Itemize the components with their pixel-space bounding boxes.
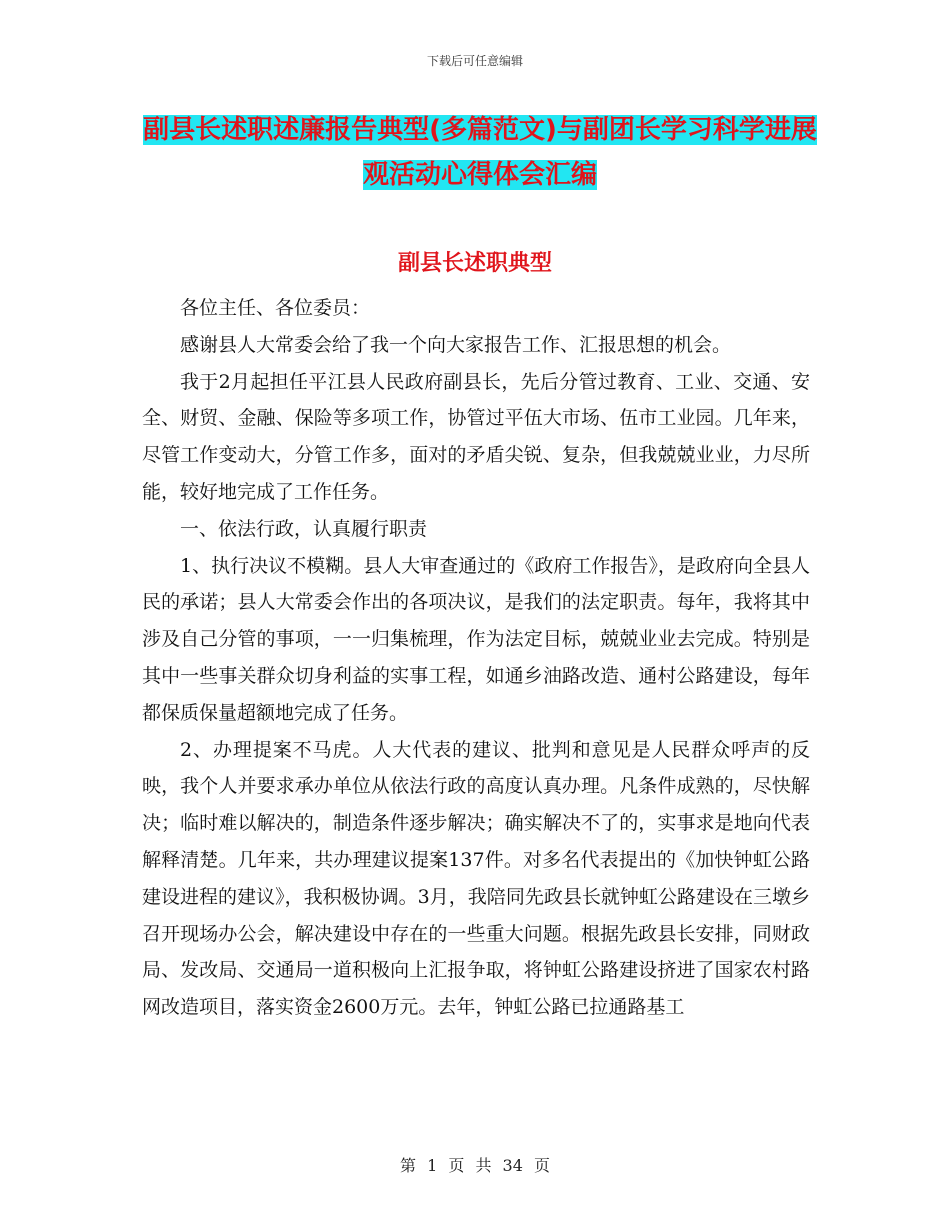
paragraph: 各位主任、各位委员：	[180, 297, 371, 319]
document-title	[140, 108, 820, 198]
paragraph: 一、依法行政，认真履行职责	[180, 517, 428, 540]
header-note: 下载后可任意编辑	[426, 54, 523, 68]
section-title: 副县长述职典型	[397, 251, 552, 276]
page-footer: 第 1 页 共 34 页	[400, 1156, 550, 1175]
paragraph: 2、办理提案不马虎。人大代表的建议、批判和意见是人民群众呼声的反映，我个人并要求承办单位从依法行政的高度认真办理。凡条件成熟的，尽快解决；临时难以解决的，制造条件逐步解决；确实解决不了的，实事求是地向代表解释清楚。几年来，共办理建议提案137件。对多名代表提出的《加快钟虹公路建设进程的建议》，我积极协调。3月，我陪同先政县长就钟虹公路建设在三墩乡召开现场办公会，解决建设中存在的一些重大问题。根据先政县长安排，同财政局、发改局、交通局一道积极向上汇报争取，将钟虹公路建设挤进了国家农村路网改造项目，落实资金2600万元。去年，钟虹公路已拉通路基工	[142, 738, 810, 1019]
document-title-text: 副县长述职述廉报告典型(多篇范文)与副团长学习科学进展观活动心得体会汇编	[143, 115, 817, 190]
paragraph: 我于2月起担任平江县人民政府副县长，先后分管过教育、工业、交通、安全、财贸、金融、保险等多项工作，协管过平伍大市场、伍市工业园。几年来，尽管工作变动大，分管工作多，面对的矛盾尖锐、复杂，但我兢兢业业，力尽所能，较好地完成了工作任务。	[142, 370, 810, 503]
paragraph: 感谢县人大常委会给了我一个向大家报告工作、汇报思想的机会。	[180, 333, 732, 356]
paragraph: 1、执行决议不模糊。县人大审查通过的《政府工作报告》，是政府向全县人民的承诺；县人大常委会作出的各项决议，是我们的法定职责。每年，我将其中涉及自己分管的事项，一一归集梳理，作为法定目标，兢兢业业去完成。特别是其中一些事关群众切身利益的实事工程，如通乡油路改造、通村公路建设，每年都保质保量超额地完成了任务。	[142, 554, 810, 724]
document-body	[142, 290, 810, 1026]
